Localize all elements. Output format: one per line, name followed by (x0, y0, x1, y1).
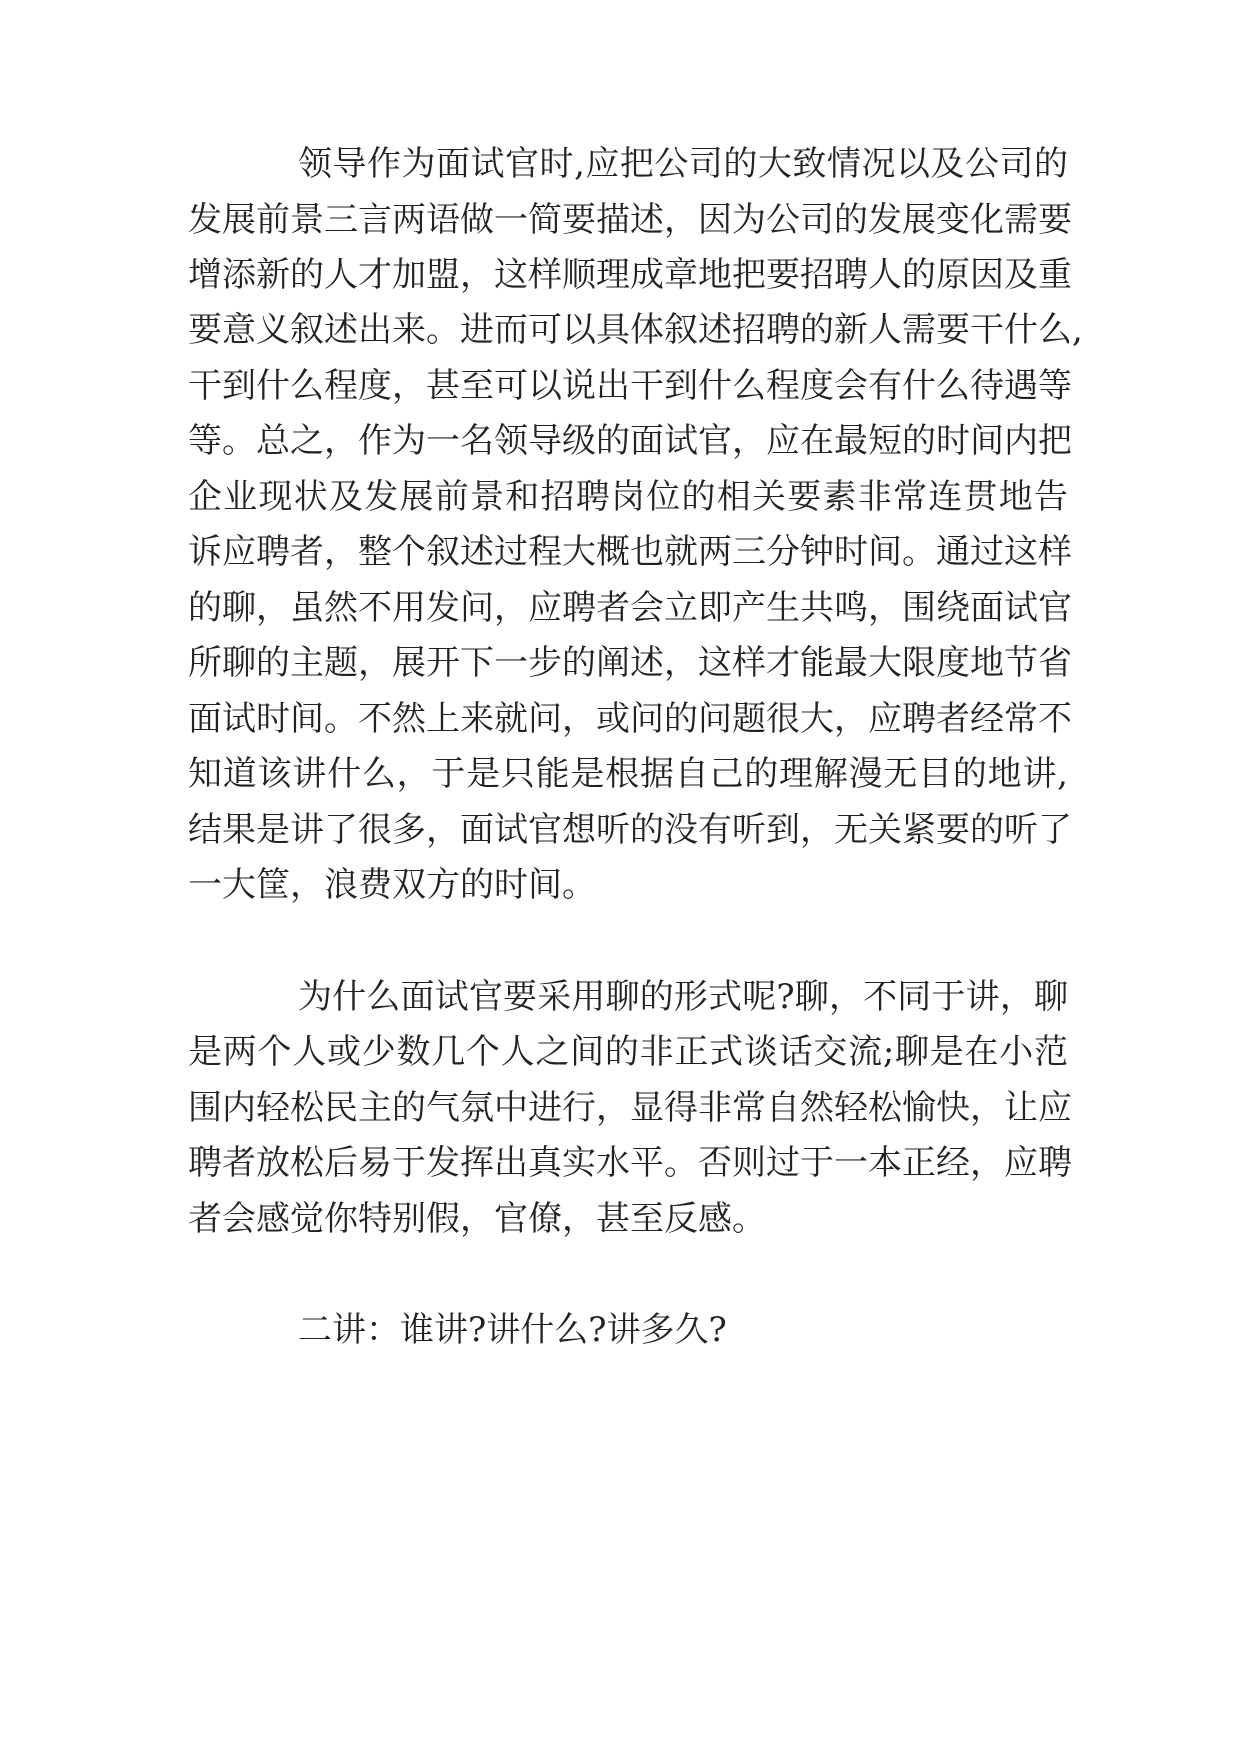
paragraph-1-line-1: 领导作为面试官时,应把公司的大致情况以及公司的 (298, 144, 1068, 184)
paragraph-1-line-2: 发展前景三言两语做一简要描述，因为公司的发展变化需要 (188, 200, 1072, 240)
paragraph-1-line-6: 等。总之，作为一名领导级的面试官，应在最短的时间内把 (188, 421, 1072, 461)
paragraph-2-line-2: 是两个人或少数几个人之间的非正式谈话交流;聊是在小范 (188, 1032, 1068, 1072)
paragraph-1-line-3: 增添新的人才加盟，这样顺理成章地把要招聘人的原因及重 (188, 255, 1072, 295)
paragraph-2-line-5: 者会感觉你特别假，官僚，甚至反感。 (188, 1199, 766, 1239)
paragraph-1-line-13: 结果是讲了很多，面试官想听的没有听到，无关紧要的听了 (188, 810, 1072, 850)
paragraph-1-line-11: 面试时间。不然上来就问，或问的问题很大，应聘者经常不 (188, 699, 1072, 739)
paragraph-1-line-9: 的聊，虽然不用发问，应聘者会立即产生共鸣，围绕面试官 (188, 588, 1072, 628)
paragraph-1-line-8: 诉应聘者，整个叙述过程大概也就两三分钟时间。通过这样 (188, 532, 1072, 572)
paragraph-1-line-12: 知道该讲什么，于是只能是根据自己的理解漫无目的地讲, (188, 754, 1068, 794)
paragraph-1-line-7: 企业现状及发展前景和招聘岗位的相关要素非常连贯地告 (188, 477, 1068, 517)
section-heading: 二讲：谁讲?讲什么?讲多久? (298, 1310, 727, 1350)
paragraph-2-line-1: 为什么面试官要采用聊的形式呢?聊，不同于讲，聊 (298, 977, 1068, 1017)
paragraph-2-line-4: 聘者放松后易于发挥出真实水平。否则过于一本正经，应聘 (188, 1143, 1072, 1183)
paragraph-1-line-10: 所聊的主题，展开下一步的阐述，这样才能最大限度地节省 (188, 643, 1072, 683)
paragraph-1-line-4: 要意义叙述出来。进而可以具体叙述招聘的新人需要干什么, (188, 310, 1083, 350)
paragraph-1-line-14: 一大筐，浪费双方的时间。 (188, 865, 596, 905)
paragraph-2-line-3: 围内轻松民主的气氛中进行，显得非常自然轻松愉快，让应 (188, 1088, 1072, 1128)
paragraph-1-line-5: 干到什么程度，甚至可以说出干到什么程度会有什么待遇等 (188, 366, 1072, 406)
